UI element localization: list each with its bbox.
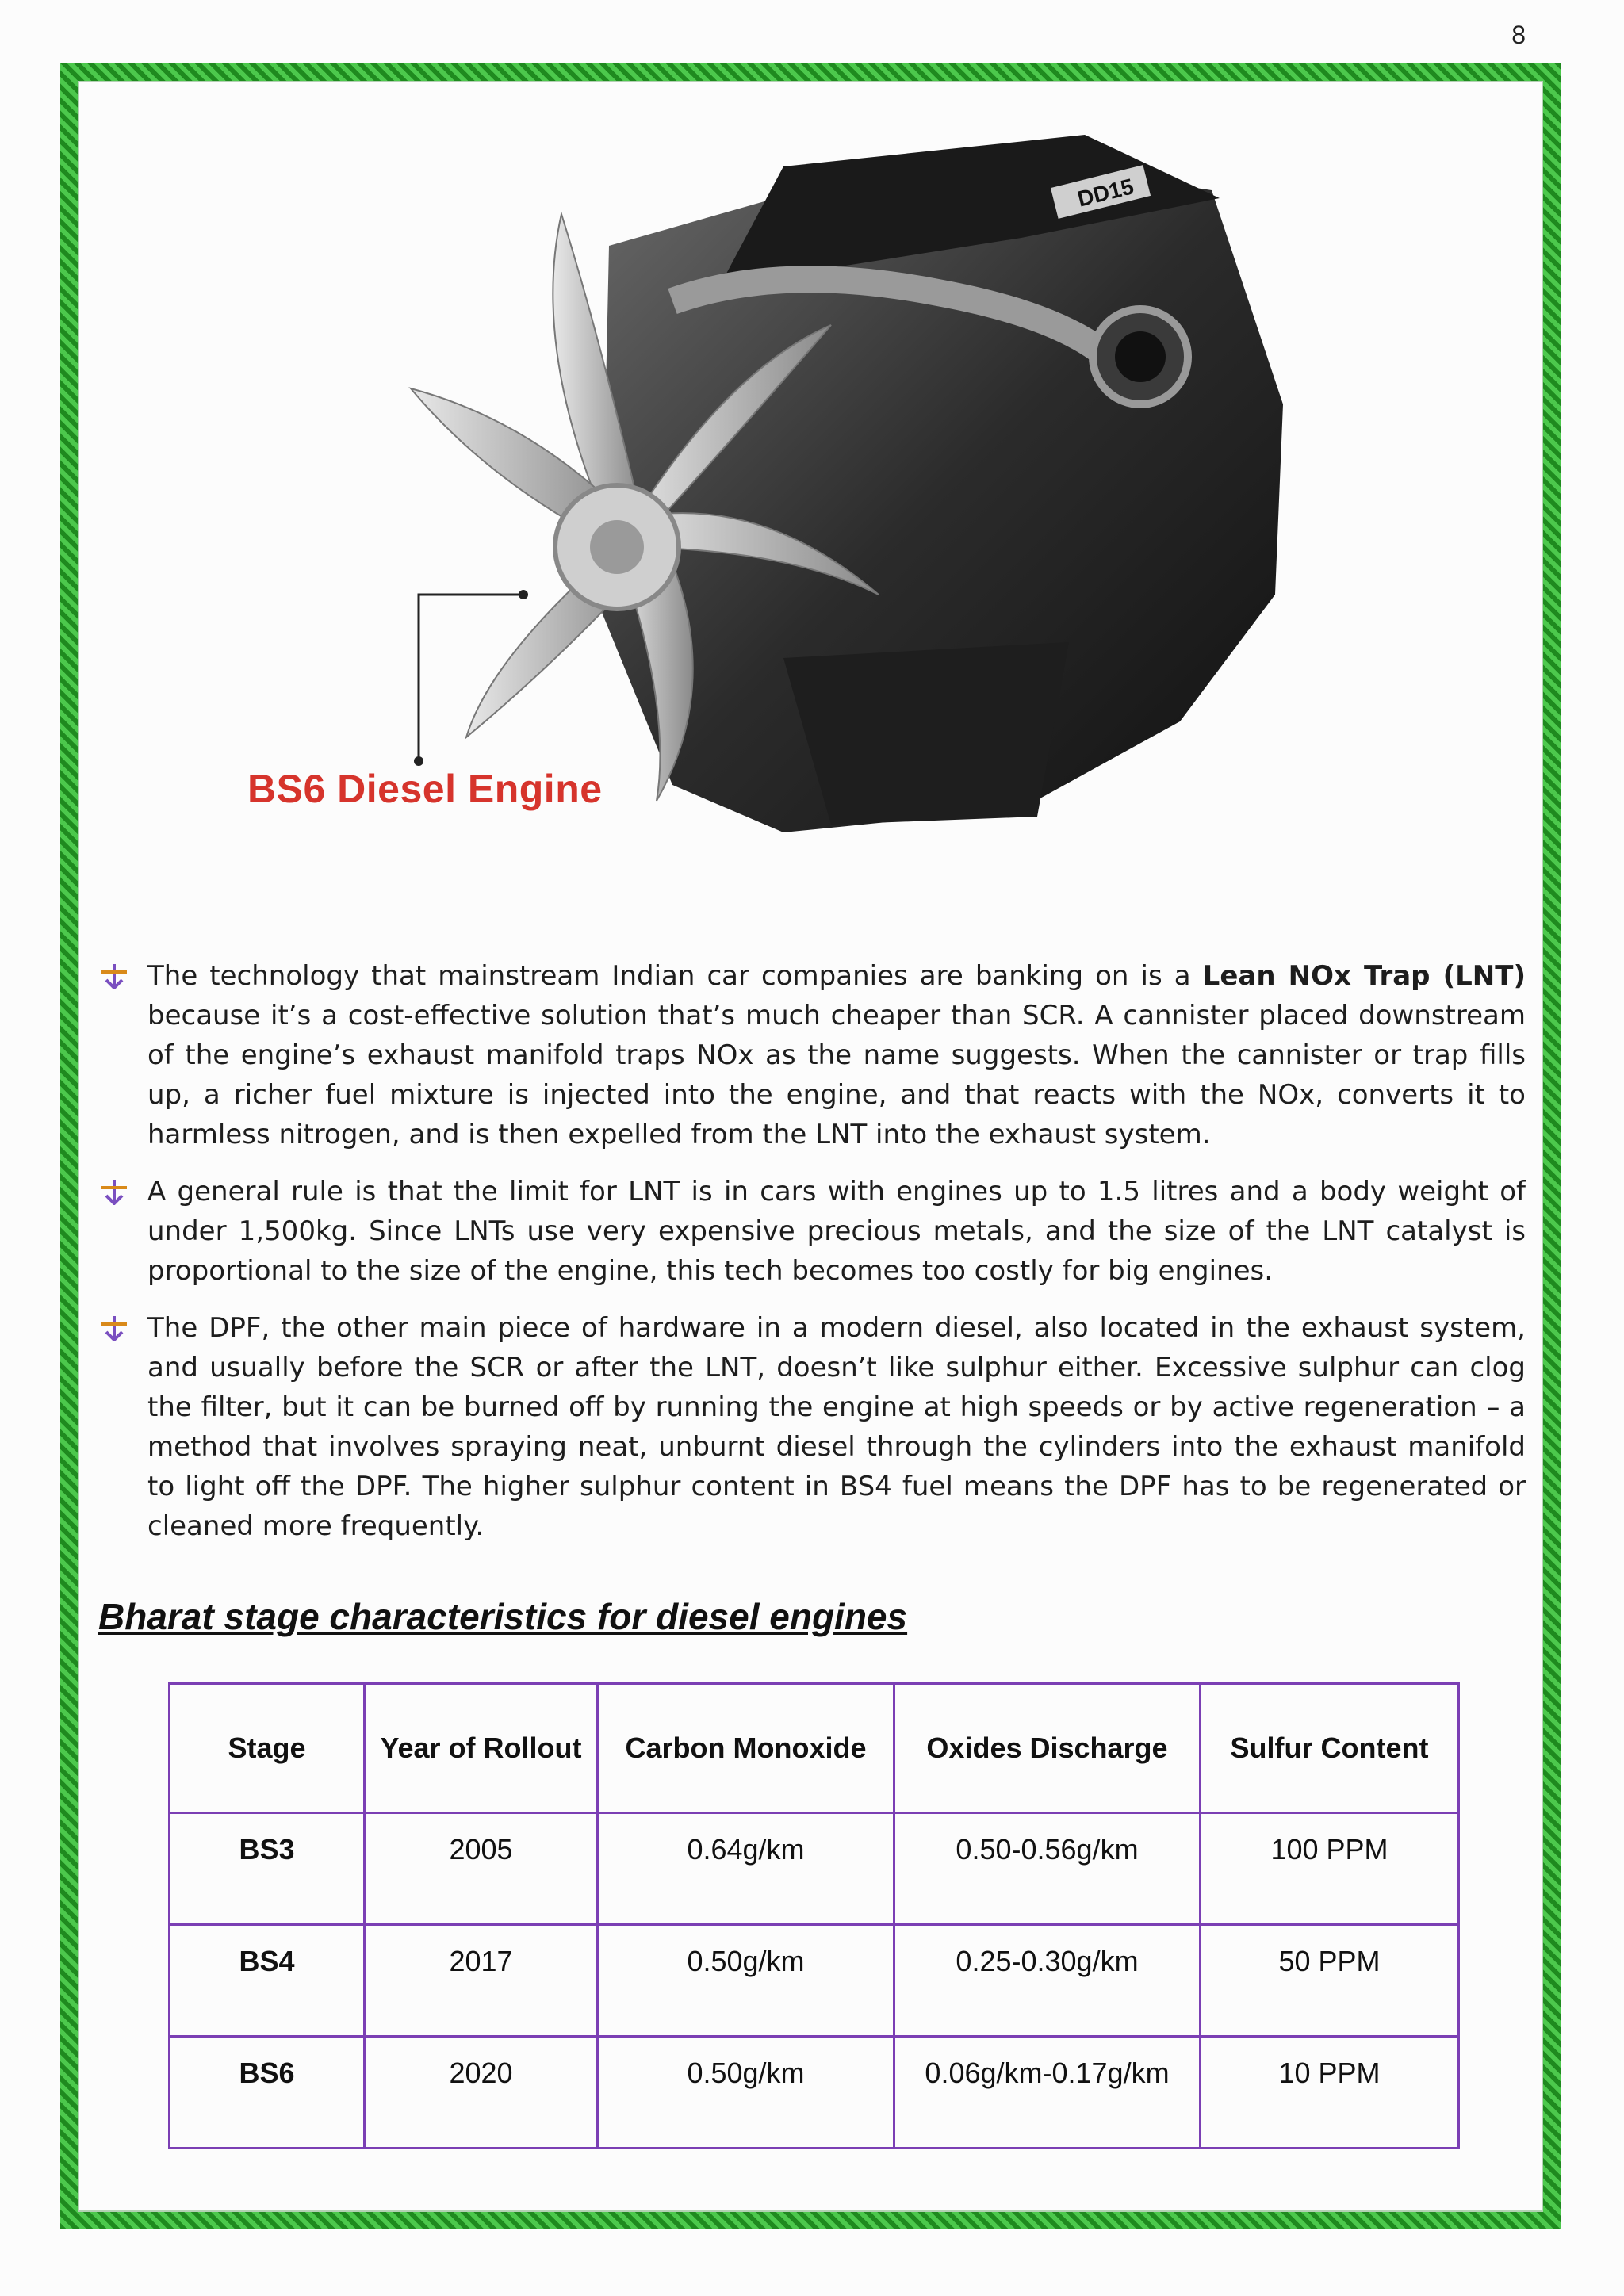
bullet-item bbox=[98, 1172, 1526, 1291]
down-arrow-bullet-icon bbox=[98, 1308, 147, 1348]
cell-oxides-discharge: 0.25-0.30g/km bbox=[894, 1925, 1201, 2037]
page-number: 8 bbox=[1511, 21, 1526, 49]
cell-sulfur-content: 100 PPM bbox=[1201, 1813, 1459, 1925]
bullet-text: A general rule is that the limit for LNT is in cars with engines up to 1.5 litres and a body weight of under 1,500kg. Since LNTs use very expensive precious metals, and the size of the LNT catalyst is proportional to the size of the engine, this tech becomes too costly for big engines. bbox=[147, 1176, 1526, 1287]
bullet-item bbox=[98, 956, 1526, 1154]
bullet-list bbox=[98, 956, 1526, 1563]
bharat-stage-table bbox=[168, 1682, 1460, 2149]
down-arrow-bullet-icon bbox=[98, 1172, 147, 1211]
header-sulfur-content: Sulfur Content bbox=[1201, 1684, 1459, 1813]
cell-stage: BS4 bbox=[170, 1925, 365, 2037]
cell-year: 2017 bbox=[365, 1925, 598, 2037]
cell-carbon-monoxide: 0.64g/km bbox=[598, 1813, 894, 1925]
header-carbon-monoxide: Carbon Monoxide bbox=[598, 1684, 894, 1813]
header-oxides-discharge: Oxides Discharge bbox=[894, 1684, 1201, 1813]
bullet-text: The DPF, the other main piece of hardware in a modern diesel, also located in the exhaust system, and usually before the SCR or after the LNT, doesn’t like sulphur either. Excessive sulphur can clog the filter, but it can be burned off by running the engine at high speeds or by active regeneration – a method that involves spraying neat, unburnt diesel through the cylinders into the exhaust manifold to light off the DPF. The higher sulphur content in BS4 fuel means the DPF has to be regenerated or cleaned more frequently. bbox=[147, 1312, 1526, 1542]
cell-carbon-monoxide: 0.50g/km bbox=[598, 1925, 894, 2037]
cell-sulfur-content: 50 PPM bbox=[1201, 1925, 1459, 2037]
engine-badge: DD15 bbox=[1074, 174, 1136, 212]
section-heading: Bharat stage characteristics for diesel engines bbox=[98, 1596, 908, 1637]
header-stage: Stage bbox=[170, 1684, 365, 1813]
cell-year: 2020 bbox=[365, 2037, 598, 2149]
table-header-row bbox=[170, 1684, 1459, 1813]
lnt-term: Lean NOx Trap (LNT) bbox=[1202, 960, 1526, 992]
header-year: Year of Rollout bbox=[365, 1684, 598, 1813]
cell-stage: BS3 bbox=[170, 1813, 365, 1925]
table-row bbox=[170, 1813, 1459, 1925]
cell-sulfur-content: 10 PPM bbox=[1201, 2037, 1459, 2149]
cell-carbon-monoxide: 0.50g/km bbox=[598, 2037, 894, 2149]
cell-year: 2005 bbox=[365, 1813, 598, 1925]
down-arrow-bullet-icon bbox=[98, 956, 147, 996]
table-row bbox=[170, 2037, 1459, 2149]
cell-oxides-discharge: 0.06g/km-0.17g/km bbox=[894, 2037, 1201, 2149]
table-row bbox=[170, 1925, 1459, 2037]
bullet-item bbox=[98, 1308, 1526, 1546]
cell-stage: BS6 bbox=[170, 2037, 365, 2149]
cell-oxides-discharge: 0.50-0.56g/km bbox=[894, 1813, 1201, 1925]
engine-caption: BS6 Diesel Engine bbox=[247, 767, 603, 811]
bullet-text: The technology that mainstream Indian car companies are banking on is a Lean NOx Trap (LNT) because it’s a cost-effective solution that’s much cheaper than SCR. A cannister placed downstream of the engine’s exhaust manifold traps NOx as the name suggests. When the cannister or trap fills up, a richer fuel mixture is injected into the engine, and that reacts with the NOx, converts it to harmless nitrogen, and is then expelled from the LNT into the exhaust system. bbox=[147, 960, 1526, 1150]
